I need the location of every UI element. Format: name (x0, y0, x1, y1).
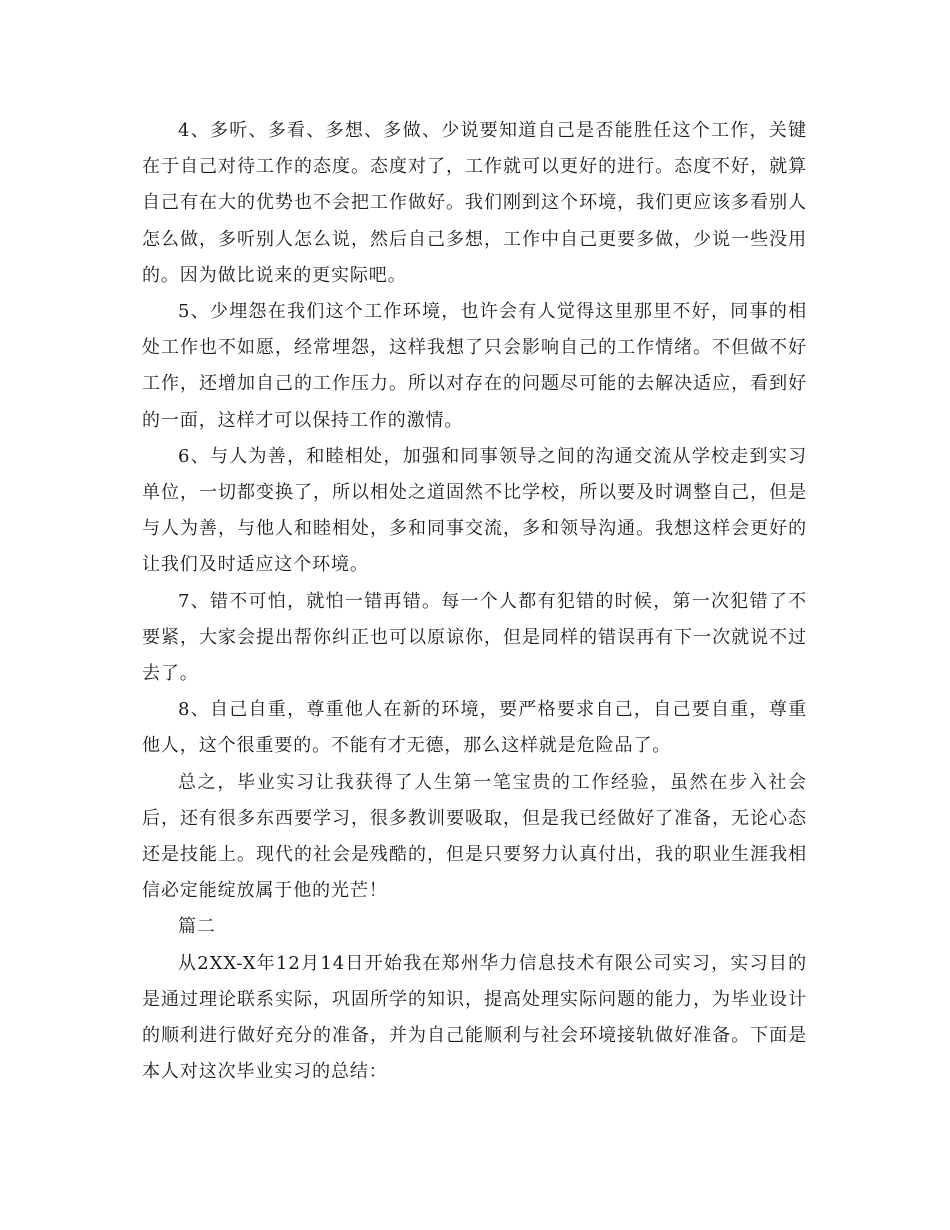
paragraph-tip-4: 4、多听、多看、多想、多做、少说要知道自己是否能胜任这个工作，关键在于自己对待工作的态度。态度对了，工作就可以更好的进行。态度不好，就算自己有在大的优势也不会把工作做好。我们刚到这个环境，我们更应该多看别人怎么做，多听别人怎么说，然后自己多想，工作中自己更要多做，少说一些没用的。因为做比说来的更实际吧。 (142, 120, 807, 286)
section-heading-part-two: 篇二 (178, 916, 216, 938)
paragraph-part-two-intro: 从2XX-X年12月14日开始我在郑州华力信息技术有限公司实习，实习目的是通过理论联系实际，巩固所学的知识，提高处理实际问题的能力，为毕业设计的顺利进行做好充分的准备，并为自己能顺利与社会环境接轨做好准备。下面是本人对这次毕业实习的总结： (142, 952, 807, 1083)
paragraph-tip-5: 5、少埋怨在我们这个工作环境，也许会有人觉得这里那里不好，同事的相处工作也不如愿，经常埋怨，这样我想了只会影响自己的工作情绪。不但做不好工作，还增加自己的工作压力。所以对存在的问题尽可能的去解决适应，看到好的一面，这样才可以保持工作的激情。 (142, 301, 807, 431)
paragraph-tip-7: 7、错不可怕，就怕一错再错。每一个人都有犯错的时候，第一次犯错了不要紧，大家会提出帮你纠正也可以原谅你，但是同样的错误再有下一次就说不过去了。 (142, 590, 807, 685)
document-body (142, 113, 807, 1090)
paragraph-tip-6: 6、与人为善，和睦相处，加强和同事领导之间的沟通交流从学校走到实习单位，一切都变换了，所以相处之道固然不比学校，所以要及时调整自己，但是与人为善，与他人和睦相处，多和同事交流，多和领导沟通。我想这样会更好的让我们及时适应这个环境。 (142, 445, 807, 576)
paragraph-conclusion: 总之，毕业实习让我获得了人生第一笔宝贵的工作经验，虽然在步入社会后，还有很多东西要学习，很多教训要吸取，但是我已经做好了准备，无论心态还是技能上。现代的社会是残酷的，但是只要努力认真付出，我的职业生涯我相信必定能绽放属于他的光芒！ (142, 771, 807, 902)
paragraph-tip-8: 8、自己自重，尊重他人在新的环境，要严格要求自己，自己要自重，尊重他人，这个很重要的。不能有才无德，那么这样就是危险品了。 (142, 699, 807, 757)
